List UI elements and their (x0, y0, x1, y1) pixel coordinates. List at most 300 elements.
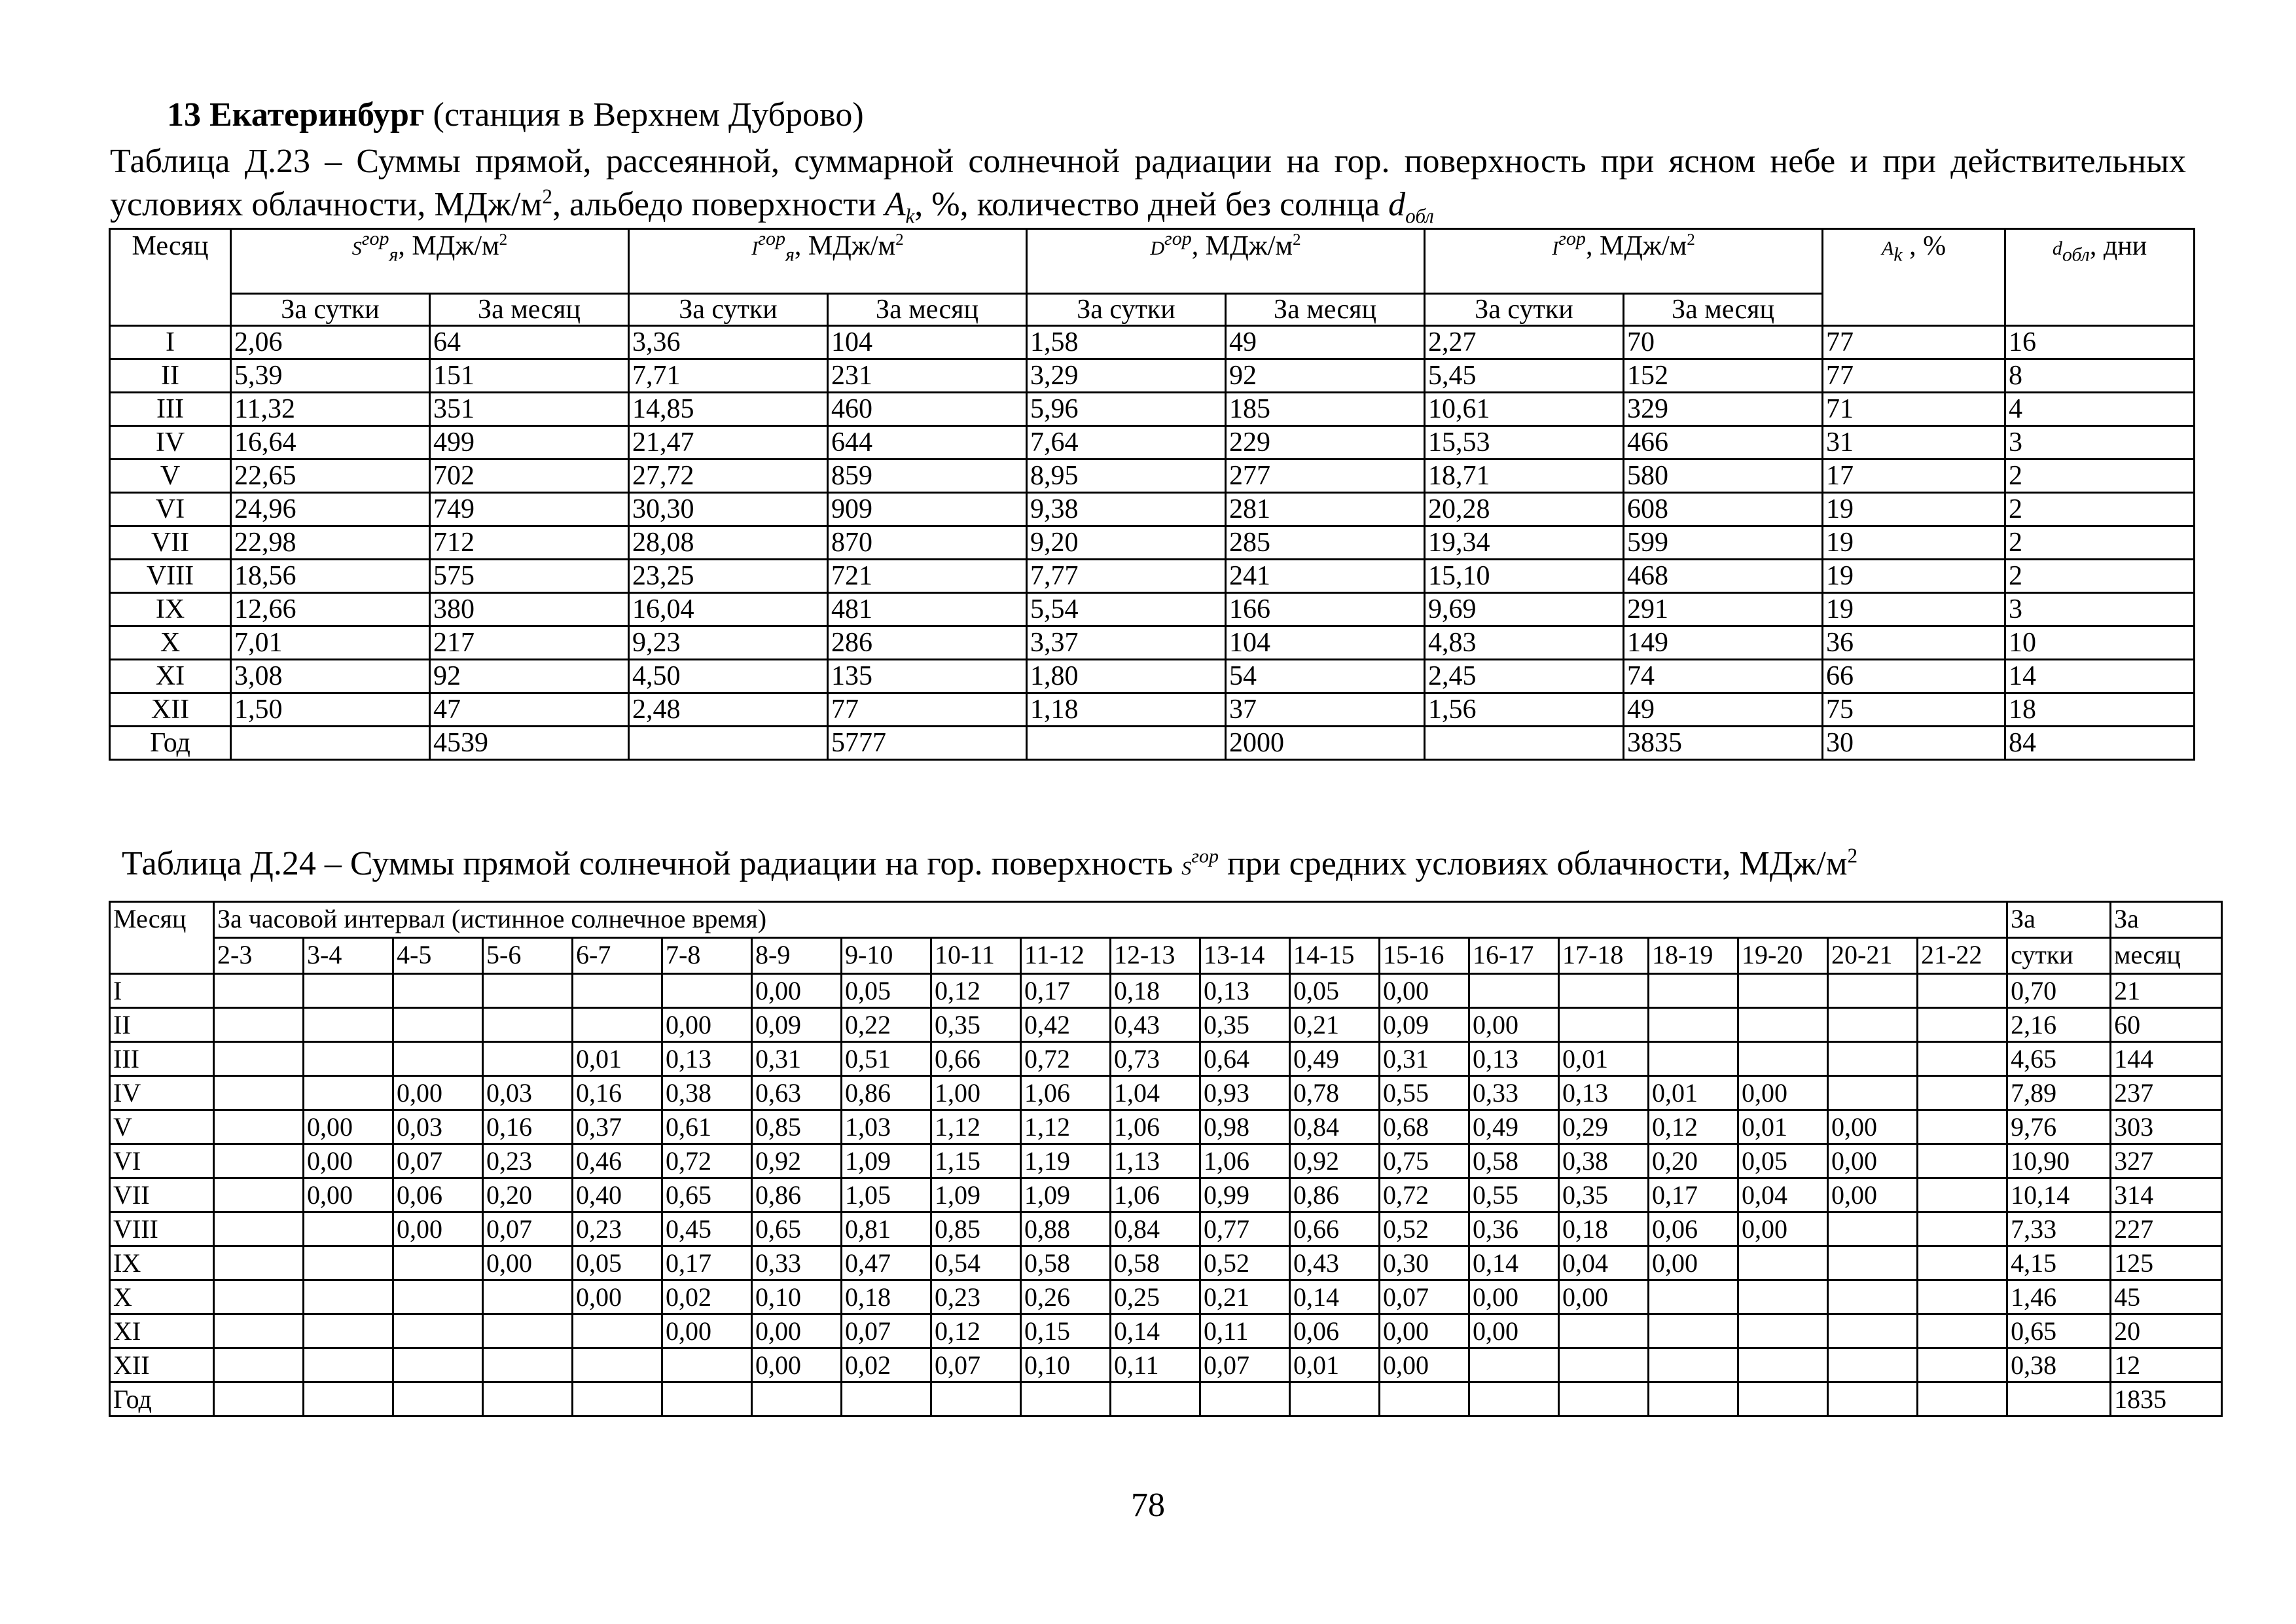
t1-value-cell: 10,61 (1425, 393, 1624, 426)
t1-value-cell: 329 (1624, 393, 1823, 426)
t2-value-cell: 0,00 (752, 1314, 842, 1348)
t2-month-cell: V (110, 1110, 214, 1144)
t1-value-cell: 84 (2005, 727, 2195, 760)
t2-value-cell: 0,78 (1290, 1076, 1380, 1110)
t1-header-s (231, 229, 629, 294)
t2-value-cell: 0,00 (393, 1212, 483, 1246)
t2-value-cell (1738, 1314, 1828, 1348)
t1-value-cell: 151 (430, 359, 629, 393)
t2-value-cell (662, 1382, 752, 1416)
t2-month-cell: VI (110, 1144, 214, 1178)
t2-value-cell (1738, 974, 1828, 1008)
t2-value-cell: 0,37 (573, 1110, 662, 1144)
t2-value-cell: 0,33 (752, 1246, 842, 1280)
t2-month-cell: XI (110, 1314, 214, 1348)
t1-value-cell (1027, 727, 1226, 760)
t1-sym-d-sup: гор (1164, 228, 1192, 249)
t2-value-cell (1559, 1314, 1649, 1348)
table-row (110, 660, 2195, 693)
t2-value-cell: 0,07 (842, 1314, 931, 1348)
t2-header-hour: 9-10 (842, 938, 931, 974)
t2-value-cell: 1,05 (842, 1178, 931, 1212)
t2-header-hour: 13-14 (1200, 938, 1290, 974)
t2-header-month-2: месяц (2111, 938, 2222, 974)
t1-value-cell: 11,32 (231, 393, 430, 426)
t1-value-cell: 2,48 (629, 693, 828, 727)
t2-value-cell: 0,07 (1380, 1280, 1469, 1314)
t2-value-cell: 0,21 (1290, 1008, 1380, 1042)
t2-value-cell: 0,55 (1469, 1178, 1559, 1212)
t2-value-cell (304, 974, 393, 1008)
t2-value-cell: 1,06 (1111, 1178, 1200, 1212)
t2-month-cell: Год (110, 1382, 214, 1416)
table1-caption-ak: A (884, 186, 906, 223)
t2-value-cell: 0,65 (2007, 1314, 2111, 1348)
t2-value-cell (304, 1076, 393, 1110)
t1-sym-dobl-sub: обл (2062, 244, 2090, 266)
t2-value-cell: 0,15 (1021, 1314, 1111, 1348)
t1-value-cell: 21,47 (629, 426, 828, 460)
t2-value-cell: 327 (2111, 1144, 2222, 1178)
t2-value-cell: 0,00 (1380, 1348, 1469, 1382)
t2-value-cell (1918, 1348, 2007, 1382)
t1-value-cell: 291 (1624, 593, 1823, 626)
t2-value-cell (842, 1382, 931, 1416)
t2-value-cell: 1,09 (1021, 1178, 1111, 1212)
t2-value-cell (214, 1212, 304, 1246)
t1-value-cell: 135 (828, 660, 1027, 693)
t2-header-hour: 19-20 (1738, 938, 1828, 974)
table2-caption-before: Таблица Д.24 – Суммы прямой солнечной радиации на гор. поверхность (122, 845, 1182, 882)
t2-value-cell: 0,93 (1200, 1076, 1290, 1110)
t1-value-cell: 36 (1823, 626, 2005, 660)
t2-month-cell: IV (110, 1076, 214, 1110)
t2-value-cell: 0,05 (1290, 974, 1380, 1008)
t2-value-cell: 0,13 (1200, 974, 1290, 1008)
t1-value-cell: 5,45 (1425, 359, 1624, 393)
t1-sym-s-sup: гор (361, 228, 389, 249)
table1-caption-ak-sub: k (905, 204, 915, 228)
t1-value-cell: 241 (1226, 560, 1425, 593)
t1-value-cell: 3 (2005, 426, 2195, 460)
t2-value-cell: 0,05 (1738, 1144, 1828, 1178)
t2-value-cell: 0,33 (1469, 1076, 1559, 1110)
t2-value-cell: 0,00 (752, 1348, 842, 1382)
t1-header-dobl (2005, 229, 2195, 326)
t2-value-cell: 0,84 (1290, 1110, 1380, 1144)
table-row (110, 974, 2222, 1008)
table1-caption-tail: , альбедо поверхности (552, 186, 885, 223)
t1-value-cell: 721 (828, 560, 1027, 593)
t2-value-cell: 45 (2111, 1280, 2222, 1314)
t1-month-cell: VIII (110, 560, 231, 593)
t2-value-cell (1290, 1382, 1380, 1416)
t2-month-cell: III (110, 1042, 214, 1076)
t2-value-cell: 0,47 (842, 1246, 931, 1280)
t1-ak-suffix: , % (1902, 231, 1946, 261)
t2-value-cell (662, 1348, 752, 1382)
t2-value-cell: 0,52 (1380, 1212, 1469, 1246)
t2-value-cell: 0,58 (1111, 1246, 1200, 1280)
t2-value-cell: 0,00 (662, 1008, 752, 1042)
t1-value-cell: 16,64 (231, 426, 430, 460)
t1-value-cell: 1,56 (1425, 693, 1624, 727)
t2-value-cell: 0,05 (573, 1246, 662, 1280)
t1-unit-d: , МДж/м (1191, 231, 1293, 261)
t2-value-cell: 0,01 (1290, 1348, 1380, 1382)
t1-value-cell (231, 727, 430, 760)
t2-value-cell (1918, 1008, 2007, 1042)
t2-value-cell (393, 1348, 483, 1382)
t2-value-cell: 0,63 (752, 1076, 842, 1110)
t2-value-cell (214, 1314, 304, 1348)
t1-value-cell: 75 (1823, 693, 2005, 727)
t2-value-cell (1559, 974, 1649, 1008)
t2-value-cell: 0,75 (1380, 1144, 1469, 1178)
t1-unit-q-pow: 2 (1687, 231, 1695, 249)
t1-header-d (1027, 229, 1425, 294)
t1-value-cell: 2000 (1226, 727, 1425, 760)
t1-header-i (629, 229, 1027, 294)
t2-value-cell: 0,00 (1469, 1280, 1559, 1314)
t2-value-cell: 7,89 (2007, 1076, 2111, 1110)
t2-value-cell: 4,15 (2007, 1246, 2111, 1280)
table-row (110, 1008, 2222, 1042)
t1-sub-month: За месяц (1226, 294, 1425, 326)
t2-value-cell: 0,00 (662, 1314, 752, 1348)
t2-value-cell (1918, 1144, 2007, 1178)
t2-header-hour: 12-13 (1111, 938, 1200, 974)
t2-value-cell: 0,68 (1380, 1110, 1469, 1144)
t1-value-cell: 70 (1624, 326, 1823, 359)
t2-value-cell (1738, 1280, 1828, 1314)
t2-value-cell (1918, 1110, 2007, 1144)
t2-value-cell: 0,72 (1021, 1042, 1111, 1076)
t1-value-cell: 286 (828, 626, 1027, 660)
t1-value-cell: 16,04 (629, 593, 828, 626)
t1-unit-d-pow: 2 (1293, 231, 1301, 249)
t2-value-cell (1828, 1280, 1918, 1314)
t1-value-cell: 4539 (430, 727, 629, 760)
t2-body (110, 974, 2222, 1416)
t1-value-cell: 18,56 (231, 560, 430, 593)
t1-value-cell: 2,45 (1425, 660, 1624, 693)
t2-header-hour: 11-12 (1021, 938, 1111, 974)
t2-value-cell: 0,00 (1649, 1246, 1738, 1280)
t1-value-cell: 1,18 (1027, 693, 1226, 727)
t1-value-cell: 54 (1226, 660, 1425, 693)
table1-caption-dobl-sub: обл (1405, 204, 1434, 228)
t1-value-cell: 5,96 (1027, 393, 1226, 426)
t1-month-cell: V (110, 460, 231, 493)
t2-value-cell (393, 974, 483, 1008)
t2-value-cell: 0,06 (393, 1178, 483, 1212)
t2-value-cell (1469, 974, 1559, 1008)
t1-value-cell: 4,50 (629, 660, 828, 693)
t2-value-cell (304, 1348, 393, 1382)
t2-value-cell: 0,00 (1828, 1144, 1918, 1178)
t1-value-cell: 460 (828, 393, 1027, 426)
t1-value-cell: 380 (430, 593, 629, 626)
t1-value-cell: 3 (2005, 593, 2195, 626)
t2-value-cell: 0,54 (931, 1246, 1021, 1280)
table-row (110, 460, 2195, 493)
t1-dobl-suffix: , дни (2089, 231, 2147, 261)
t2-value-cell: 0,12 (1649, 1110, 1738, 1144)
t2-value-cell: 0,30 (1380, 1246, 1469, 1280)
t1-value-cell: 66 (1823, 660, 2005, 693)
t2-value-cell: 0,23 (573, 1212, 662, 1246)
t1-value-cell: 599 (1624, 526, 1823, 560)
t2-value-cell: 0,20 (1649, 1144, 1738, 1178)
t2-value-cell: 0,00 (1738, 1076, 1828, 1110)
table-row (110, 426, 2195, 460)
t2-value-cell: 0,99 (1200, 1178, 1290, 1212)
t1-value-cell: 702 (430, 460, 629, 493)
t2-value-cell: 1,03 (842, 1110, 931, 1144)
t2-value-cell (752, 1382, 842, 1416)
table-row (110, 526, 2195, 560)
t2-value-cell: 0,65 (752, 1212, 842, 1246)
t2-header-interval: За часовой интервал (истинное солнечное время) (214, 902, 2007, 938)
t1-value-cell: 217 (430, 626, 629, 660)
t2-value-cell: 0,00 (304, 1144, 393, 1178)
t2-value-cell (573, 1348, 662, 1382)
t2-value-cell: 0,22 (842, 1008, 931, 1042)
table1-caption-power: 2 (542, 185, 552, 208)
t1-value-cell: 8,95 (1027, 460, 1226, 493)
t1-value-cell: 229 (1226, 426, 1425, 460)
t2-header-hour: 8-9 (752, 938, 842, 974)
table2-caption-power: 2 (1847, 844, 1858, 867)
t1-value-cell: 74 (1624, 660, 1823, 693)
t2-value-cell: 0,16 (483, 1110, 573, 1144)
t2-value-cell: 1,00 (931, 1076, 1021, 1110)
t2-header-hour: 21-22 (1918, 938, 2007, 974)
t2-value-cell: 144 (2111, 1042, 2222, 1076)
t2-value-cell (1918, 1042, 2007, 1076)
t2-value-cell: 1,04 (1111, 1076, 1200, 1110)
t2-header-hour: 2-3 (214, 938, 304, 974)
t1-header-month: Месяц (110, 229, 231, 326)
t1-value-cell: 14 (2005, 660, 2195, 693)
t1-month-cell: X (110, 626, 231, 660)
t2-value-cell: 0,01 (1738, 1110, 1828, 1144)
table-d23 (109, 228, 2195, 761)
t1-value-cell: 30,30 (629, 493, 828, 526)
t1-value-cell: 580 (1624, 460, 1823, 493)
table2-caption-sym-sup: гор (1191, 845, 1219, 867)
t1-value-cell: 18 (2005, 693, 2195, 727)
t2-value-cell (214, 1348, 304, 1382)
t2-value-cell: 0,00 (752, 974, 842, 1008)
t1-sym-s: S (351, 238, 362, 259)
t2-value-cell: 0,31 (752, 1042, 842, 1076)
t2-value-cell (1738, 1382, 1828, 1416)
t1-value-cell: 575 (430, 560, 629, 593)
t1-value-cell: 71 (1823, 393, 2005, 426)
t2-value-cell: 0,02 (662, 1280, 752, 1314)
table-row (110, 493, 2195, 526)
t1-sym-i-sub: я (785, 244, 795, 266)
table-row (110, 1144, 2222, 1178)
t1-unit-q: , МДж/м (1585, 231, 1687, 261)
t2-value-cell: 1,06 (1200, 1144, 1290, 1178)
t2-value-cell: 0,12 (931, 1314, 1021, 1348)
t2-value-cell (1738, 1348, 1828, 1382)
t1-value-cell: 1,58 (1027, 326, 1226, 359)
t1-value-cell: 77 (1823, 359, 2005, 393)
t2-value-cell: 0,29 (1559, 1110, 1649, 1144)
t2-value-cell (1918, 1246, 2007, 1280)
t2-value-cell: 0,00 (304, 1110, 393, 1144)
table-row (110, 393, 2195, 426)
table2-caption (122, 844, 1857, 888)
t1-value-cell: 49 (1624, 693, 1823, 727)
t2-value-cell (1021, 1382, 1111, 1416)
t1-sym-q-sup: гор (1558, 228, 1586, 249)
t1-value-cell: 859 (828, 460, 1027, 493)
t1-value-cell (1425, 727, 1624, 760)
t1-month-cell: XI (110, 660, 231, 693)
t2-value-cell: 0,92 (752, 1144, 842, 1178)
t2-header-month: Месяц (110, 902, 214, 974)
t2-value-cell: 0,11 (1200, 1314, 1290, 1348)
t2-value-cell (1559, 1348, 1649, 1382)
t2-value-cell: 0,16 (573, 1076, 662, 1110)
t1-sub-month: За месяц (430, 294, 629, 326)
t2-value-cell: 0,66 (1290, 1212, 1380, 1246)
t2-value-cell (214, 1110, 304, 1144)
t1-sub-month: За месяц (828, 294, 1027, 326)
t2-header-hour: 5-6 (483, 938, 573, 974)
t2-header-hour: 14-15 (1290, 938, 1380, 974)
t1-value-cell: 149 (1624, 626, 1823, 660)
t1-value-cell: 15,53 (1425, 426, 1624, 460)
t1-value-cell: 1,80 (1027, 660, 1226, 693)
t2-value-cell (573, 1008, 662, 1042)
t1-value-cell: 870 (828, 526, 1027, 560)
t2-value-cell: 1,13 (1111, 1144, 1200, 1178)
t2-value-cell: 0,10 (752, 1280, 842, 1314)
t2-value-cell: 0,02 (842, 1348, 931, 1382)
t2-value-cell (1738, 1246, 1828, 1280)
table2-caption-after: при средних условиях облачности, МДж/м (1218, 845, 1848, 882)
t2-value-cell: 1,15 (931, 1144, 1021, 1178)
t1-value-cell: 64 (430, 326, 629, 359)
t2-value-cell: 0,21 (1200, 1280, 1290, 1314)
table-d24 (109, 901, 2223, 1417)
t2-value-cell: 0,85 (752, 1110, 842, 1144)
table-row (110, 1314, 2222, 1348)
t1-value-cell: 185 (1226, 393, 1425, 426)
t1-value-cell: 3,29 (1027, 359, 1226, 393)
t2-value-cell: 0,70 (2007, 974, 2111, 1008)
t2-value-cell: 0,07 (931, 1348, 1021, 1382)
t2-value-cell: 1,09 (931, 1178, 1021, 1212)
t1-value-cell: 3,36 (629, 326, 828, 359)
t2-value-cell: 0,38 (1559, 1144, 1649, 1178)
t2-value-cell: 0,58 (1021, 1246, 1111, 1280)
t1-sym-q: I (1552, 238, 1559, 259)
t1-value-cell: 92 (430, 660, 629, 693)
t2-value-cell (214, 1178, 304, 1212)
t2-value-cell: 314 (2111, 1178, 2222, 1212)
page-number: 78 (1131, 1487, 1165, 1524)
t2-value-cell (1828, 1076, 1918, 1110)
t1-value-cell: 16 (2005, 326, 2195, 359)
t2-header-hour: 15-16 (1380, 938, 1469, 974)
t1-value-cell: 7,64 (1027, 426, 1226, 460)
t1-value-cell: 468 (1624, 560, 1823, 593)
t2-value-cell: 0,61 (662, 1110, 752, 1144)
t2-value-cell (573, 1382, 662, 1416)
t1-sym-i: I (751, 238, 759, 259)
t2-value-cell: 0,35 (931, 1008, 1021, 1042)
t1-value-cell: 9,69 (1425, 593, 1624, 626)
t2-value-cell (483, 974, 573, 1008)
t2-value-cell: 0,13 (1559, 1076, 1649, 1110)
t2-value-cell (1649, 1314, 1738, 1348)
t2-header-hour: 20-21 (1828, 938, 1918, 974)
t2-value-cell: 0,00 (573, 1280, 662, 1314)
t2-value-cell: 0,10 (1021, 1348, 1111, 1382)
t2-value-cell: 0,38 (662, 1076, 752, 1110)
t2-value-cell (1828, 1348, 1918, 1382)
t1-value-cell: 5,39 (231, 359, 430, 393)
t1-value-cell: 466 (1624, 426, 1823, 460)
t2-value-cell (1918, 1280, 2007, 1314)
t1-sub-day: За сутки (629, 294, 828, 326)
section-heading-rest: (станция в Верхнем Дуброво) (424, 96, 864, 134)
t2-value-cell (931, 1382, 1021, 1416)
t1-value-cell: 749 (430, 493, 629, 526)
t2-value-cell (214, 1280, 304, 1314)
t1-value-cell: 28,08 (629, 526, 828, 560)
t2-value-cell (393, 1008, 483, 1042)
table1-caption-percent: , %, количество дней без солнца (914, 186, 1389, 223)
t2-value-cell (1918, 1314, 2007, 1348)
t1-month-cell: II (110, 359, 231, 393)
t2-value-cell: 0,58 (1469, 1144, 1559, 1178)
t1-value-cell: 49 (1226, 326, 1425, 359)
t2-value-cell (1649, 1382, 1738, 1416)
t2-value-cell (214, 1008, 304, 1042)
t1-header-ak (1823, 229, 2005, 326)
t2-value-cell: 0,40 (573, 1178, 662, 1212)
t2-header-hour: 4-5 (393, 938, 483, 974)
t2-value-cell: 0,05 (842, 974, 931, 1008)
t2-value-cell: 0,09 (752, 1008, 842, 1042)
t1-value-cell: 9,23 (629, 626, 828, 660)
t2-value-cell (1918, 1212, 2007, 1246)
t2-value-cell (1918, 1076, 2007, 1110)
t2-value-cell: 21 (2111, 974, 2222, 1008)
t1-value-cell: 277 (1226, 460, 1425, 493)
t2-value-cell: 0,17 (1649, 1178, 1738, 1212)
t1-sym-i-sup: гор (758, 228, 785, 249)
t2-value-cell (1380, 1382, 1469, 1416)
t2-value-cell (1469, 1348, 1559, 1382)
t2-value-cell (1828, 1008, 1918, 1042)
t1-sub-day: За сутки (1027, 294, 1226, 326)
t2-value-cell: 0,81 (842, 1212, 931, 1246)
t2-month-cell: VIII (110, 1212, 214, 1246)
t1-unit-s: , МДж/м (398, 231, 499, 261)
t1-value-cell: 2 (2005, 560, 2195, 593)
t1-value-cell: 14,85 (629, 393, 828, 426)
t2-value-cell: 0,07 (393, 1144, 483, 1178)
